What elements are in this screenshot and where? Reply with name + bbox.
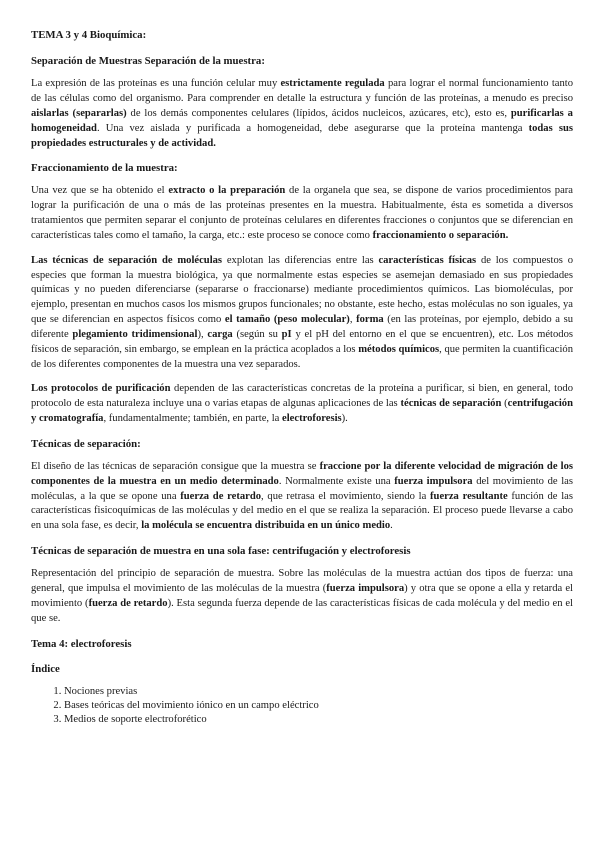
bold-run: pI [281, 328, 292, 340]
text-run: y el pH del entorno en el que se encuentren), etc. Los métodos físicos de separación, sin embargo, se emplean en la práctica acoplados a los [31, 328, 574, 355]
section-heading-fraccionamiento: Fraccionamiento de la muestra: [31, 162, 178, 175]
text-run: de los compuestos o especies que forman la muestra biológica, ya que normalmente estas especies se asemejan demasiado en sus propiedades químicas y no pueden diferenciarse (separarse o fraccionarse) mediante procedimientos químicos. Las biomoléculas, por ejemplo, presentan en muchos casos los mismos grupos funcionales; no obstante, este hecho, estas moléculas no son iguales, ya que se diferencian en aspectos físicos como [31, 254, 573, 326]
bold-run: el tamaño (peso molecular) [224, 314, 350, 326]
text-run: (según su [232, 328, 282, 340]
text-run: de la organela que sea, se dispone de varios procedimientos para lograr la purificación de una o más de las proteínas presentes en la muestra. Habitualmente, ésta es sometida a diversos tratamientos que permiten separar el conjunto de proteínas celulares en diferentes fracciones o conjuntos que se diferencian en características tales como el tamaño, la carga, etc.: este proceso se conoce como [31, 185, 574, 241]
text-run: para lograr el normal funcionamiento tanto de las células como del organismo. Para comprender en detalle la estructura y función de las proteínas, a menudo es preciso [31, 78, 574, 105]
text-run: dependen de las características concretas de la proteína a purificar, si bien, en general, todo protocolo de esta naturaleza incluye una o varias etapas de algunas aplicaciones de las [31, 383, 573, 410]
text-run: ). [341, 413, 348, 425]
text-run: La expresión de las proteínas es una función celular muy [31, 78, 281, 90]
text-run: , fundamentalmente; también, en parte, la [103, 413, 283, 425]
bold-run: fuerza impulsora [326, 583, 405, 595]
text-run: Una vez que se ha obtenido el [31, 185, 169, 197]
text-run: , que permiten la cuantificación de los diferentes componentes de la muestra una vez separados. [31, 343, 573, 370]
text-run: . Una vez aislada y purificada a homogeneidad, debe asegurarse que la proteína mantenga [96, 122, 529, 134]
text-run: ), [197, 328, 208, 340]
document-page [31, 28, 573, 728]
section-heading-tecnicas: Técnicas de separación: [31, 437, 141, 450]
bold-run: fraccione por la diferente velocidad de migración de los componentes de la muestra en un medio determinado [31, 461, 573, 487]
index-heading: Índice [31, 662, 60, 675]
text-run: El diseño de las técnicas de separación consigue que la muestra se [31, 461, 320, 472]
text-run: Representación del principio de separación de muestra. Sobre las moléculas de la muestra actúan dos tipos de fuerza: una general, que impulsa el movimiento de las moléculas de la muestra ( [31, 568, 573, 595]
bold-run: estrictamente regulada [280, 78, 385, 90]
text-run: ). Esta segunda fuerza depende de las características físicas de cada molécula y del medio en el que se. [31, 597, 573, 624]
bold-run: electroforesis [282, 413, 342, 425]
bold-run: Las técnicas de separación de moléculas [31, 254, 223, 266]
bold-run: todas sus propiedades estructurales y de actividad. [31, 122, 573, 149]
paragraph-representacion [31, 567, 573, 626]
paragraph-expresion-proteinas [31, 77, 573, 151]
section-heading-tema4: Tema 4: electroforesis [31, 637, 132, 650]
bold-run: fuerza impulsora [394, 475, 473, 487]
text-run: (en las proteínas, por ejemplo, debido a su diferente [31, 314, 573, 340]
text-run: ) y otra que se opone a ella y retarda el movimiento ( [31, 583, 573, 609]
bold-run: extracto o la preparación [168, 185, 286, 197]
bold-run: forma [356, 314, 384, 326]
bold-run: fuerza de retardo [180, 490, 262, 502]
bold-run: fuerza resultante [430, 490, 508, 502]
section-heading-separacion: Separación de Muestras Separación de la muestra: [31, 55, 265, 68]
bold-run: técnicas de separación [400, 398, 502, 410]
bold-run: Los protocolos de purificación [31, 383, 171, 395]
section-heading-una-sola-fase: Técnicas de separación de muestra en una sola fase: centrifugación y electroforesis [31, 545, 411, 558]
text-run: , [349, 314, 357, 326]
text-run: explotan las diferencias entre las [222, 254, 379, 266]
bold-run: fuerza de retardo [88, 597, 168, 609]
bold-run: métodos químicos [358, 343, 440, 355]
paragraph-protocolos [31, 382, 573, 426]
text-run: de los demás componentes celulares (lípidos, ácidos nucleicos, azúcares, etc), esto es, [126, 107, 511, 119]
bold-run: fraccionamiento o separación. [372, 229, 509, 241]
text-run: . [390, 520, 393, 532]
bold-run: plegamiento tridimensional [72, 328, 198, 340]
bold-run: la molécula se encuentra distribuida en un único medio [141, 520, 391, 532]
index-item: 2. Bases teóricas del movimiento iónico en un campo eléctrico [64, 699, 573, 713]
bold-run: purificarlas a homogeneidad [31, 107, 573, 134]
text-run: del movimiento de las moléculas, a la que se opone una [31, 475, 573, 502]
document-title: TEMA 3 y 4 Bioquímica: [31, 29, 147, 41]
bold-run: carga [207, 328, 233, 340]
paragraph-tecnicas-moleculas [31, 254, 573, 373]
paragraph-extracto [31, 184, 573, 243]
bold-run: centrifugación y cromatografía [31, 398, 573, 425]
index-list [31, 685, 573, 728]
bold-run: características físicas [378, 254, 477, 266]
index-item: 3. Medios de soporte electroforético [64, 713, 573, 727]
text-run: función de las características fisicoquímicas de las moléculas y del medio en el que se realiza la separación. El proceso puede llevarse a cabo en una sola fase, es decir, [31, 490, 573, 532]
text-run: ( [501, 398, 508, 410]
bold-run: aislarlas (separarlas) [31, 107, 127, 119]
index-item: 1. Nociones previas [64, 685, 573, 699]
text-run: , que retrasa el movimiento, siendo la [261, 490, 431, 502]
text-run: . Normalmente existe una [278, 475, 395, 487]
paragraph-diseno-tecnicas [31, 460, 573, 534]
